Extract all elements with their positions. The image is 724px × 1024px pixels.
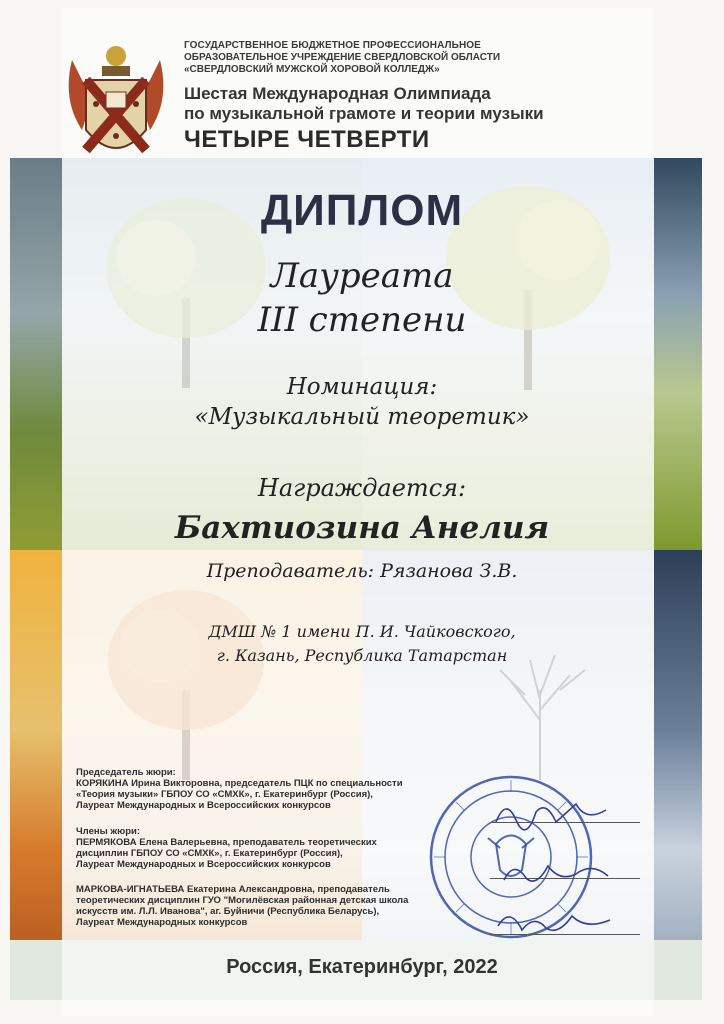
olympiad-title-line-1: Шестая Международная Олимпиада — [184, 84, 491, 103]
autumn-edge-strip — [10, 550, 62, 950]
handwritten-signature-icon — [496, 852, 616, 892]
jury-chair-line: «Теория музыки» ГБПОУ СО «СМХК», г. Екатеринбург (Россия), — [76, 789, 373, 800]
jury-member-line: Лауреат Международных и Всероссийских конкурсов — [76, 859, 331, 870]
olympiad-title-line-2: по музыкальной грамоте и теории музыки — [184, 104, 544, 123]
jury-member-line: дисциплин ГБПОУ СО «СМХК», г. Екатеринбург (Россия), — [76, 848, 343, 859]
laureate-line-1: Лауреата — [270, 256, 454, 296]
nomination-value: «Музыкальный теоретик» — [194, 404, 530, 430]
jury-member-line: искусств им. Л.Л. Иванова", аг. Буйничи (Республика Беларусь), — [76, 906, 380, 917]
organization-line-3: «СВЕРДЛОВСКИЙ МУЖСКОЙ ХОРОВОЙ КОЛЛЕДЖ» — [184, 64, 440, 75]
teacher-name: Преподаватель: Рязанова З.В. — [206, 560, 518, 582]
school-line-2: г. Казань, Республика Татарстан — [216, 646, 508, 665]
school-line-1: ДМШ № 1 имени П. И. Чайковского, — [208, 622, 516, 641]
coat-of-arms-icon — [62, 40, 170, 170]
awarded-label: Награждается: — [257, 474, 467, 502]
place-and-year: Россия, Екатеринбург, 2022 — [226, 956, 498, 978]
awardee-name: Бахтиозина Анелия — [174, 510, 550, 546]
jury-chair-line: Лауреат Международных и Всероссийских конкурсов — [76, 800, 331, 811]
jury-member-line: ПЕРМЯКОВА Елена Валерьевна, преподаватель теоретических — [76, 837, 377, 848]
jury-chair-heading: Председатель жюри: — [76, 767, 176, 778]
organization-line-2: ОБРАЗОВАТЕЛЬНОЕ УЧРЕЖДЕНИЕ СВЕРДЛОВСКОЙ ОБЛАСТИ — [184, 52, 501, 63]
diploma-title: ДИПЛОМ — [260, 186, 464, 235]
handwritten-signature-icon — [488, 900, 618, 940]
jury-members-heading: Члены жюри: — [76, 826, 141, 837]
jury-member-line: теоретических дисциплин ГУО "Могилёвская районная детская школа — [76, 895, 409, 906]
jury-chair-line: КОРЯКИНА Ирина Викторовна, председатель ПЦК по специальности — [76, 778, 403, 789]
laureate-degree: III степени — [257, 300, 467, 340]
organization-line-1: ГОСУДАРСТВЕННОЕ БЮДЖЕТНОЕ ПРОФЕССИОНАЛЬНОЕ — [184, 40, 481, 51]
jury-member-line: МАРКОВА-ИГНАТЬЕВА Екатерина Александровна, преподаватель — [76, 884, 390, 895]
olympiad-name: ЧЕТЫРЕ ЧЕТВЕРТИ — [184, 126, 430, 153]
handwritten-signature-icon — [486, 792, 616, 832]
nomination-label: Номинация: — [286, 374, 438, 400]
winter-edge-strip — [654, 550, 702, 950]
jury-member-line: Лауреат Международных конкурсов — [76, 917, 248, 928]
